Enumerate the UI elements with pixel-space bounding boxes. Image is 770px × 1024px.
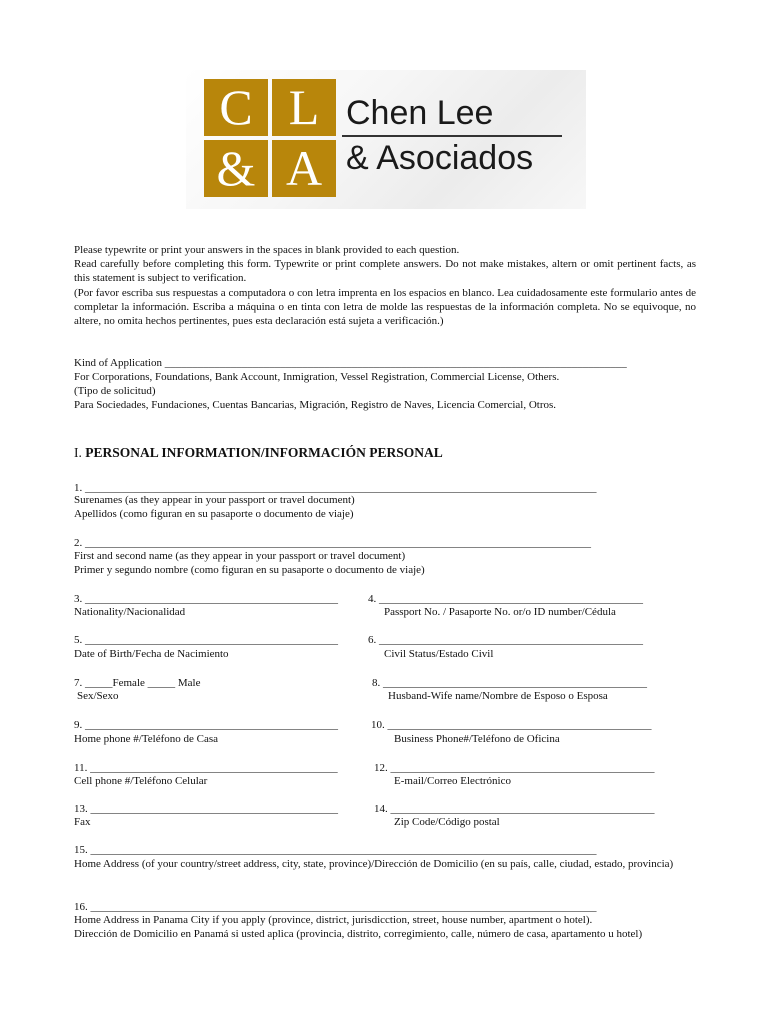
- home-address-label: Home Address (of your country/street address, city, state, province)/Dirección de Domicilio (en su país, calle, ciudad, estado, provincia): [74, 858, 674, 870]
- business-phone-field[interactable]: 10. ________________________________________________: [371, 719, 652, 731]
- intro-instructions: [74, 243, 696, 328]
- spouse-name-field[interactable]: 8. ________________________________________________: [372, 677, 647, 689]
- home-address-field[interactable]: 15. ____________________________________________________________________________________________: [74, 844, 597, 856]
- nationality-label: Nationality/Nacionalidad: [74, 606, 186, 618]
- application-options-en: For Corporations, Foundations, Bank Account, Inmigration, Vessel Registration, Commercial License, Others.: [74, 371, 560, 383]
- passport-label: Passport No. / Pasaporte No. or/o ID number/Cédula: [384, 606, 616, 618]
- application-kind-field[interactable]: Kind of Application ____________________________________________________________________________________: [74, 357, 627, 369]
- names-label-en: First and second name (as they appear in your passport or travel document): [74, 550, 406, 562]
- home-phone-label: Home phone #/Teléfono de Casa: [74, 733, 219, 745]
- panama-address-field[interactable]: 16. ____________________________________________________________________________________________: [74, 901, 597, 913]
- logo-tile-c: C: [204, 79, 268, 136]
- section-title: PERSONAL INFORMATION/INFORMACIÓN PERSONAL: [85, 445, 443, 460]
- civil-status-field[interactable]: 6. ________________________________________________: [368, 634, 643, 646]
- surnames-field[interactable]: 1. _____________________________________________________________________________________________: [74, 482, 597, 494]
- email-field[interactable]: 12. ________________________________________________: [374, 762, 655, 774]
- nationality-field[interactable]: 3. ______________________________________________: [74, 593, 338, 605]
- sex-label: Sex/Sexo: [77, 690, 119, 702]
- logo-divider: [342, 135, 562, 137]
- names-field[interactable]: 2. ____________________________________________________________________________________________: [74, 537, 591, 549]
- logo-tile-a: A: [272, 140, 336, 197]
- intro-line-1: Please typewrite or print your answers in the spaces in blank provided to each question.: [74, 244, 460, 256]
- logo-tile-l: L: [272, 79, 336, 136]
- passport-field[interactable]: 4. ________________________________________________: [368, 593, 643, 605]
- section-number: I.: [74, 445, 82, 460]
- intro-line-3: (Por favor escriba sus respuestas a computadora o con letra imprenta en los espacios en blanco. Lea cuidadosamente este formulario antes de completar la información. Escriba a máquina o en tinta con letra de molde las respuestas de la información completa. No se equivoque, no altere, no omita hechos pertinentes, pues esta declaración está sujeta a verificación.): [74, 286, 696, 328]
- civil-status-label: Civil Status/Estado Civil: [384, 648, 494, 660]
- section-heading: [74, 445, 443, 461]
- cell-phone-field[interactable]: 11. _____________________________________________: [74, 762, 338, 774]
- logo-tile-ampersand: &: [204, 140, 268, 197]
- birth-date-label: Date of Birth/Fecha de Nacimiento: [74, 648, 229, 660]
- zip-code-label: Zip Code/Código postal: [394, 816, 500, 828]
- birth-date-field[interactable]: 5. ______________________________________________: [74, 634, 338, 646]
- panama-address-label-en: Home Address in Panama City if you apply (province, district, jurisdicction, street, house number, apartment o hotel).: [74, 914, 593, 926]
- email-label: E-mail/Correo Electrónico: [394, 775, 511, 787]
- spouse-name-label: Husband-Wife name/Nombre de Esposo o Esposa: [388, 690, 608, 702]
- sex-field[interactable]: 7. _____Female _____ Male: [74, 677, 201, 689]
- logo-brand-line1: Chen Lee: [346, 94, 494, 132]
- surnames-label-es: Apellidos (como figuran en su pasaporte o documento de viaje): [74, 508, 354, 520]
- names-label-es: Primer y segundo nombre (como figuran en su pasaporte o documento de viaje): [74, 564, 425, 576]
- panama-address-label-es: Dirección de Domicilio en Panamá si usted aplica (provincia, distrito, corregimiento, calle, número de casa, apartamento u hotel): [74, 928, 643, 940]
- intro-line-2: Read carefully before completing this form. Typewrite or print complete answers. Do not make mistakes, altern or omit pertinent facts, as this statement is subject to verification.: [74, 258, 696, 285]
- surnames-label-en: Surenames (as they appear in your passport or travel document): [74, 494, 355, 506]
- application-options-es: Para Sociedades, Fundaciones, Cuentas Bancarias, Migración, Registro de Naves, Licencia Comercial, Otros.: [74, 399, 557, 411]
- fax-field[interactable]: 13. _____________________________________________: [74, 803, 338, 815]
- zip-code-field[interactable]: 14. ________________________________________________: [374, 803, 655, 815]
- logo-brand-line2: & Asociados: [346, 139, 534, 177]
- application-label-es: (Tipo de solicitud): [74, 385, 156, 397]
- home-phone-field[interactable]: 9. ______________________________________________: [74, 719, 338, 731]
- company-logo: [186, 70, 586, 209]
- business-phone-label: Business Phone#/Teléfono de Oficina: [394, 733, 560, 745]
- fax-label: Fax: [74, 816, 91, 828]
- cell-phone-label: Cell phone #/Teléfono Celular: [74, 775, 208, 787]
